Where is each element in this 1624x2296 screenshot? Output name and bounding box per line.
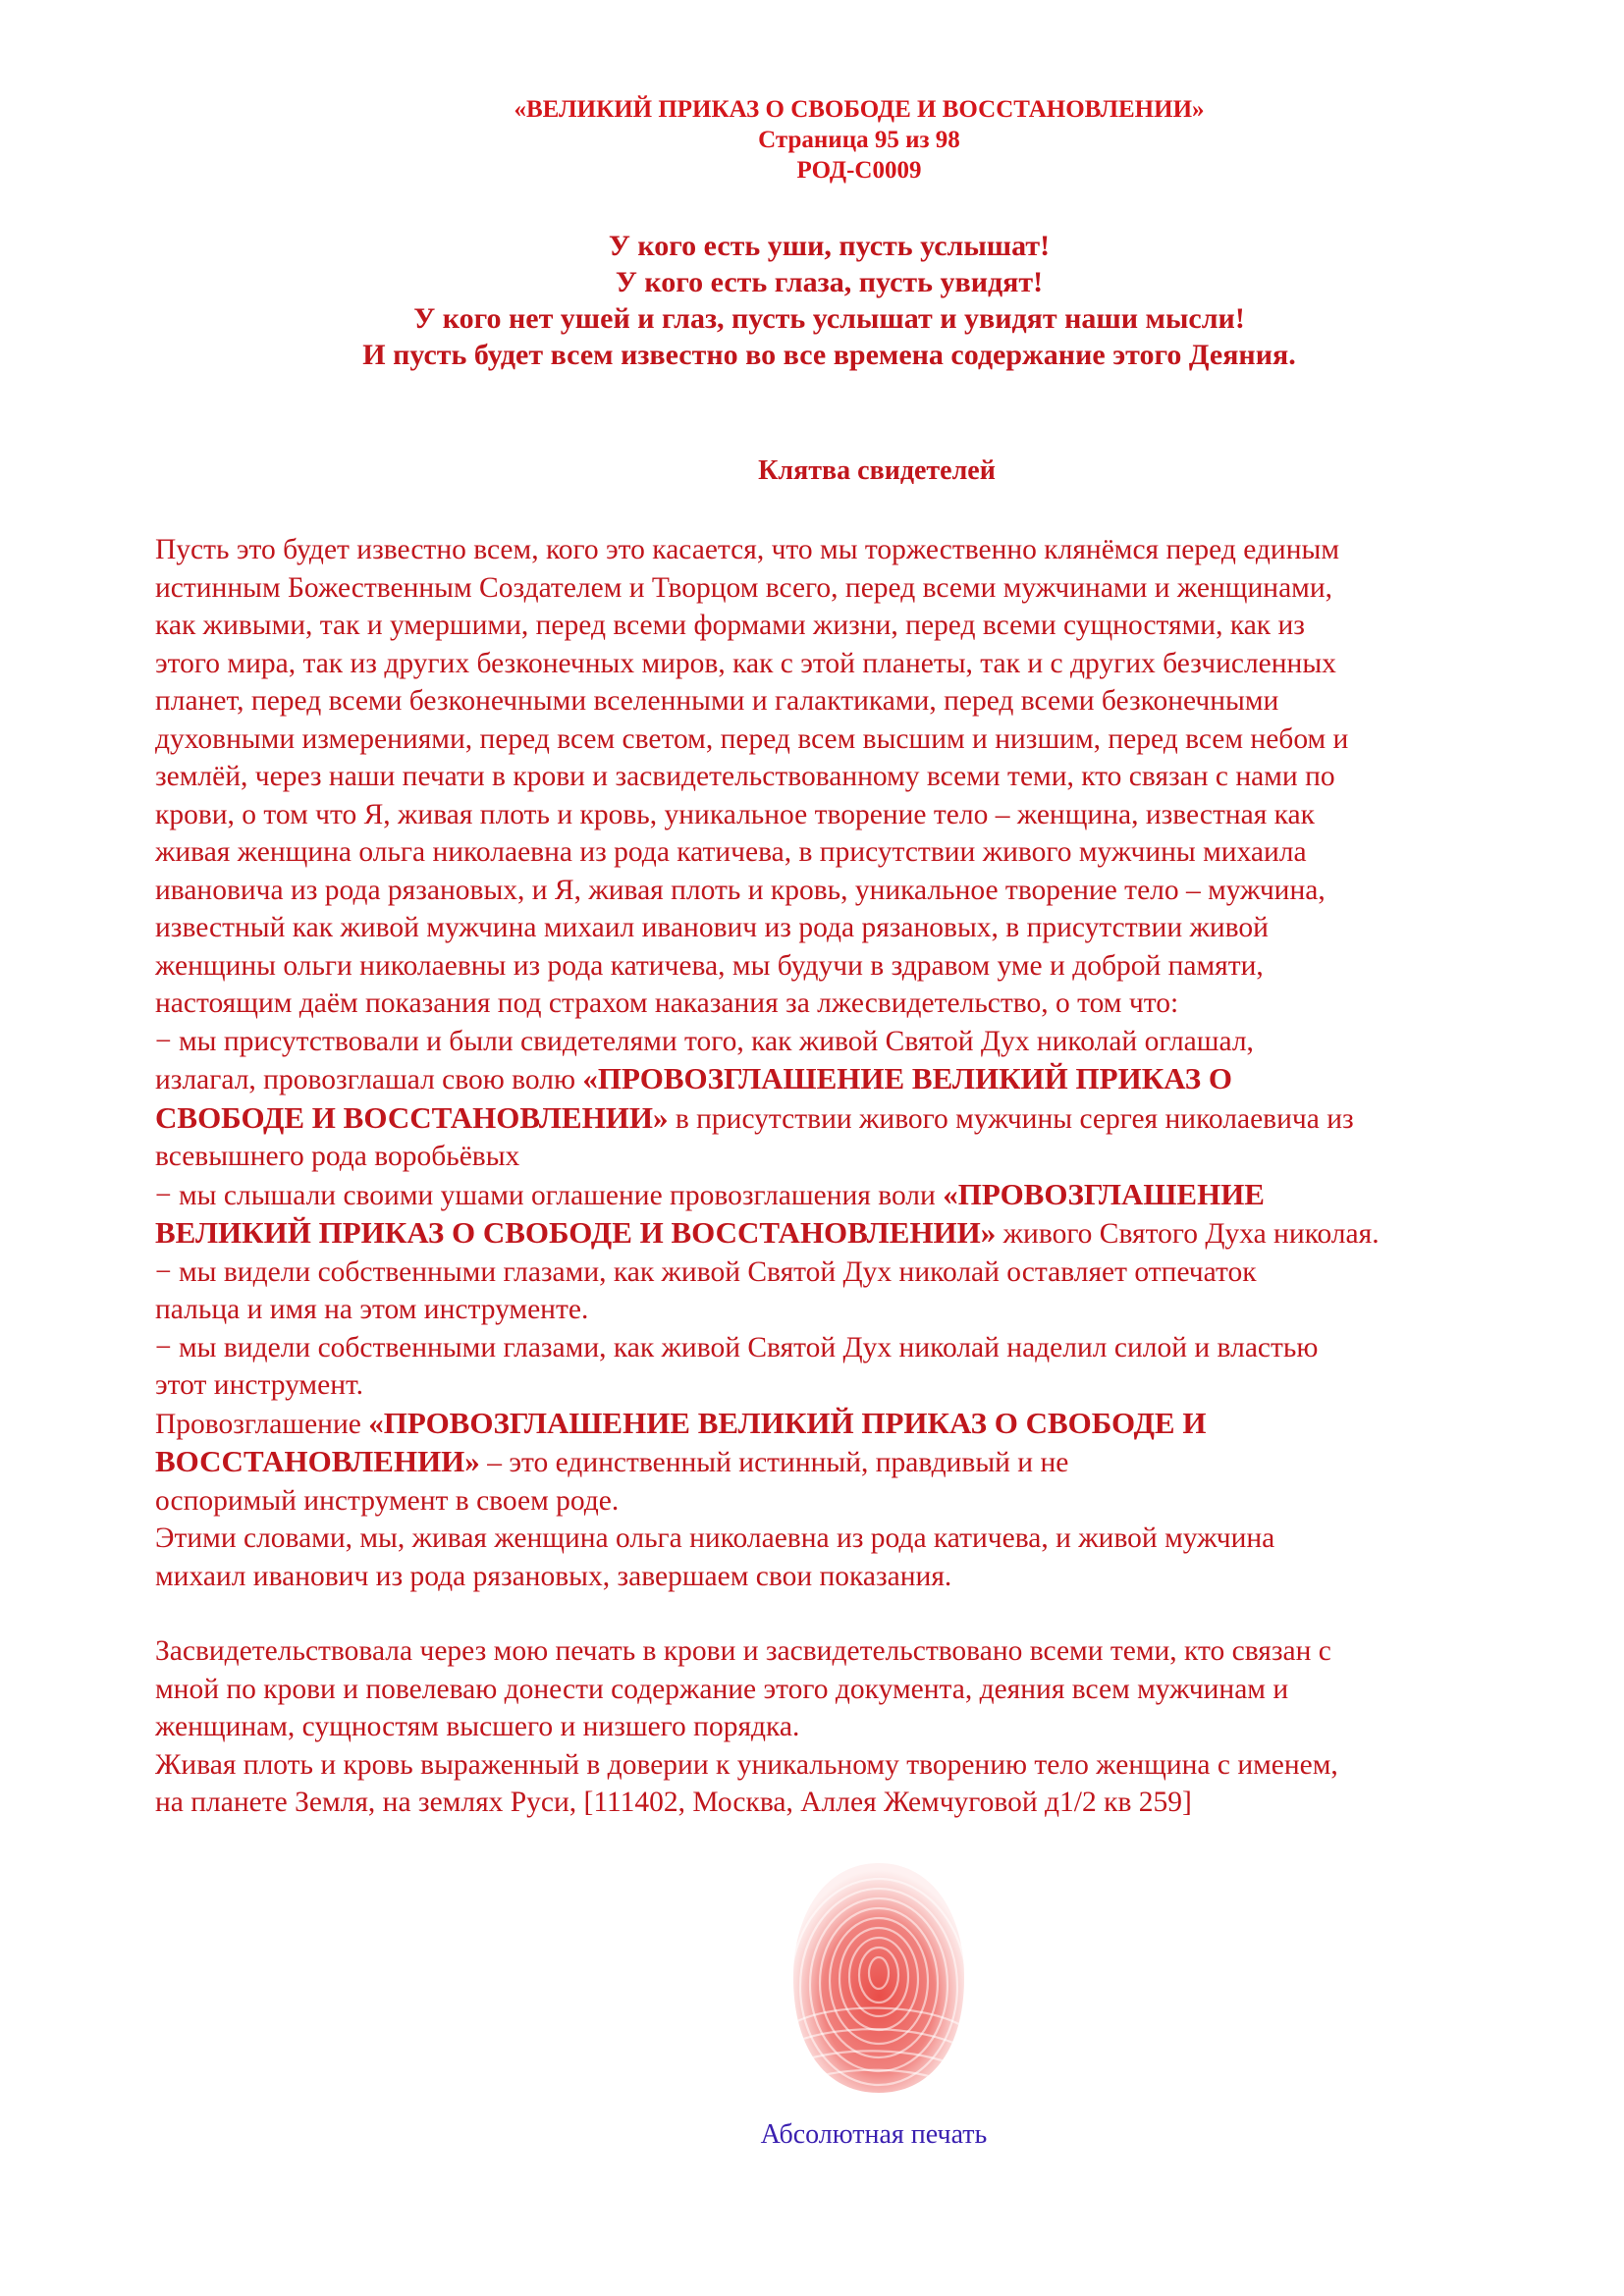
oath-body [155,531,1530,1822]
body-line: духовными измерениями, перед всем светом, перед всем высшим и низшим, перед всем небом и [155,722,1349,755]
body-line: ивановича из рода рязановых, и Я, живая плоть и кровь, уникальное творение тело – мужчина, [155,874,1326,906]
body-line [155,1405,1530,1444]
body-line: мной по крови и повелеваю донести содержание этого документа, деяния всем мужчинам и [155,1673,1289,1705]
seal-caption [0,2118,1624,2152]
body-text-run: живого Святого Духа николая. [996,1218,1380,1250]
body-line [155,1176,1530,1215]
body-line: женщины ольги николаевны из рода катичева, мы будучи в здравом уме и доброй памяти, [155,949,1264,982]
invocation-line: У кого нет ушей и глаз, пусть услышат и увидят наши мысли! [413,302,1245,335]
body-line: истинным Божественным Создателем и Творцом всего, перед всеми мужчинами и женщинами, [155,571,1333,604]
body-line: − мы видели собственными глазами, как живой Святой Дух николай наделил силой и властью [155,1331,1319,1363]
document-header [0,94,1624,186]
body-line: землёй, через наши печати в крови и засвидетельствованному всеми теми, кто связан с нами по [155,761,1335,792]
proclamation-name: ВЕЛИКИЙ ПРИКАЗ О СВОБОДЕ И ВОССТАНОВЛЕНИИ» [155,1215,997,1250]
proclamation-name: СВОБОДЕ И ВОССТАНОВЛЕНИИ» [155,1099,669,1135]
body-line: Этими словами, мы, живая женщина ольга николаевна из рода катичева, и живой мужчина [155,1522,1275,1554]
body-line: этого мира, так из других безконечных миров, как с этой планеты, так и с других безчисленных [155,647,1336,679]
body-line: на планете Земля, на землях Руси, [111402, Москва, Аллея Жемчуговой д1/2 кв 259] [155,1787,1192,1818]
body-line: Засвидетельствовала через мою печать в крови и засвидетельствовано всеми теми, кто связан с [155,1635,1331,1667]
body-line: как живыми, так и умершими, перед всеми формами жизни, перед всеми сущностями, как из [155,610,1305,641]
body-line: планет, перед всеми безконечными вселенными и галактиками, перед всеми безконечными [155,685,1279,717]
body-line: − мы видели собственными глазами, как живой Святой Дух николай оставляет отпечаток [155,1255,1257,1288]
body-line [155,1060,1530,1099]
body-line: этот инструмент. [155,1369,364,1401]
body-line: − мы присутствовали и были свидетелями того, как живой Святой Дух николай оглашал, [155,1025,1254,1057]
body-line [155,1214,1530,1254]
body-line: оспоримый инструмент в своем роде. [155,1484,620,1517]
body-line: живая женщина ольга николаевна из рода катичева, в присутствии живого мужчины михаила [155,836,1307,868]
body-line [155,1443,1530,1482]
body-line: Живая плоть и кровь выраженный в доверии к уникальному творению тело женщина с именем, [155,1748,1338,1781]
fingerprint-icon [785,1855,972,2101]
page-number: Страница 95 из 98 [758,127,960,153]
seal-label: Абсолютная печать [760,2119,988,2150]
proclamation-name: «ПРОВОЗГЛАШЕНИЕ ВЕЛИКИЙ ПРИКАЗ О [582,1061,1233,1095]
invocation-line: И пусть будет всем известно во все времена содержание этого Деяния. [362,339,1296,371]
section-heading [0,454,1624,488]
body-line: настоящим даём показания под страхом наказания за лжесвидетельство, о том что: [155,988,1179,1019]
body-line: крови, о том что Я, живая плоть и кровь, уникальное творение тело – женщина, известная как [155,798,1315,830]
body-line [155,1099,1530,1139]
body-line: всевышнего рода воробьёвых [155,1141,520,1172]
document-code: РОД-С0009 [796,157,922,184]
body-line: известный как живой мужчина михаил иванович из рода рязановых, в присутствии живой [155,912,1269,943]
invocation-line: У кого есть уши, пусть услышат! [608,230,1051,262]
body-line: Пусть это будет известно всем, кого это касается, что мы торжественно клянёмся перед единым [155,534,1339,565]
body-text-run: – это единственный истинный, правдивый и не [479,1447,1069,1478]
oath-title: Клятва свидетелей [758,455,996,486]
document-title: «ВЕЛИКИЙ ПРИКАЗ О СВОБОДЕ И ВОССТАНОВЛЕНИИ» [514,96,1205,123]
invocation-line: У кого есть глаза, пусть увидят! [615,266,1044,298]
proclamation-name: «ПРОВОЗГЛАШЕНИЕ ВЕЛИКИЙ ПРИКАЗ О СВОБОДЕ И [368,1405,1207,1440]
proclamation-name: ВОССТАНОВЛЕНИИ» [155,1444,480,1478]
paragraph-gap [155,1595,1530,1632]
body-line: пальца и имя на этом инструменте. [155,1294,589,1325]
invocation-block [0,228,1624,373]
body-text-run: в присутствии живого мужчины сергея николаевича из [668,1102,1354,1135]
body-line: михаил иванович из рода рязановых, завершаем свои показания. [155,1560,952,1592]
body-text-run: Провозглашение [155,1408,369,1440]
body-text-run: излагал, провозглашал свою волю [155,1064,583,1095]
body-text-run: − мы слышали своими ушами оглашение провозглашения воли [155,1179,944,1211]
proclamation-name: «ПРОВОЗГЛАШЕНИЕ [943,1176,1265,1211]
body-line: женщинам, сущностям высшего и низшего порядка. [155,1711,800,1742]
